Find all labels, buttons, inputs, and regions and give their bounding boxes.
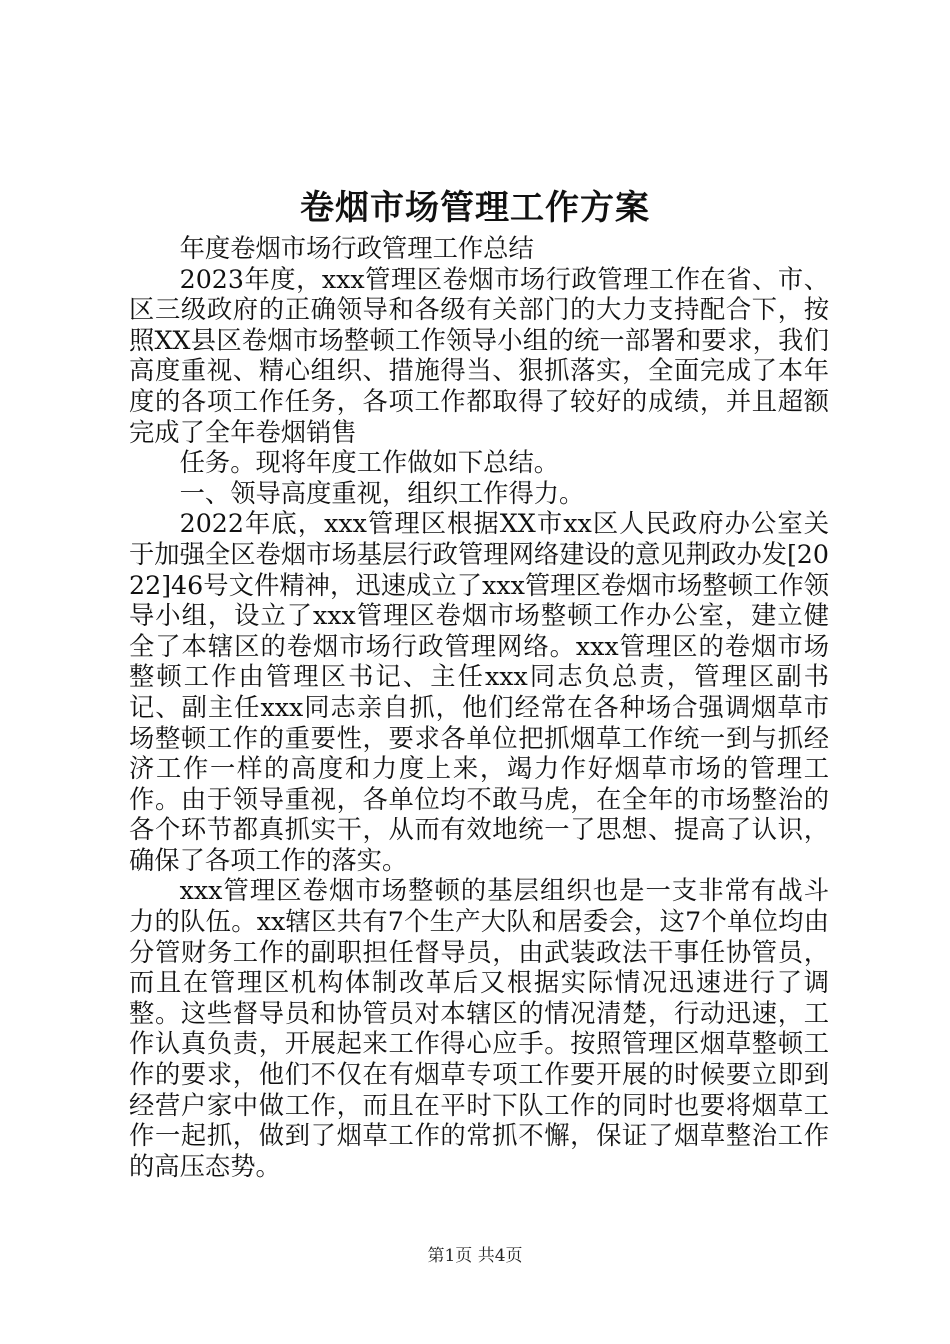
paragraph-intro: 2023年度，xxx管理区卷烟市场行政管理工作在省、市、区三级政府的正确领导和各级有关部门的大力支持配合下，按照XX县区卷烟市场整顿工作领导小组的统一部署和要求，我们高度重视、精心组织、措施得当、狠抓落实，全面完成了本年度的各项工作任务，各项工作都取得了较好的成绩，并且超额完成了全年卷烟销售 bbox=[129, 264, 829, 447]
document-body bbox=[129, 234, 829, 1182]
paragraph-section-1-b: xxx管理区卷烟市场整顿的基层组织也是一支非常有战斗力的队伍。xx辖区共有7个生产大队和居委会，这7个单位均由分管财务工作的副职担任督导员，由武装政法干事任协管员，而且在管理区机构体制改革后又根据实际情况迅速进行了调整。这些督导员和协管员对本辖区的情况清楚，行动迅速，工作认真负责，开展起来工作得心应手。按照管理区烟草整顿工作的要求，他们不仅在有烟草专项工作要开展的时候要立即到经营户家中做工作，而且在平时下队工作的同时也要将烟草工作一起抓，做到了烟草工作的常抓不懈，保证了烟草整治工作的高压态势。 bbox=[129, 876, 829, 1181]
section-heading-1: 一、领导高度重视，组织工作得力。 bbox=[179, 478, 585, 508]
page-footer: 第1页 共4页 bbox=[427, 1246, 523, 1266]
paragraph-section-1-a: 2022年底，xxx管理区根据XX市xx区人民政府办公室关于加强全区卷烟市场基层行政管理网络建设的意见荆政办发[2022]46号文件精神，迅速成立了xxx管理区卷烟市场整顿工作领导小组，设立了xxx管理区卷烟市场整顿工作办公室，建立健全了本辖区的卷烟市场行政管理网络。xxx管理区的卷烟市场整顿工作由管理区书记、主任xxx同志负总责，管理区副书记、副主任xxx同志亲自抓，他们经常在各种场合强调烟草市场整顿工作的重要性，要求各单位把抓烟草工作统一到与抓经济工作一样的高度和力度上来，竭力作好烟草市场的管理工作。由于领导重视，各单位均不敢马虎，在全年的市场整治的各个环节都真抓实干，从而有效地统一了思想、提高了认识，确保了各项工作的落实。 bbox=[129, 509, 829, 875]
paragraph-intro-continued: 任务。现将年度工作做如下总结。 bbox=[179, 448, 560, 478]
paragraph-subtitle: 年度卷烟市场行政管理工作总结 bbox=[179, 234, 534, 263]
document-title: 卷烟市场管理工作方案 bbox=[300, 188, 650, 228]
